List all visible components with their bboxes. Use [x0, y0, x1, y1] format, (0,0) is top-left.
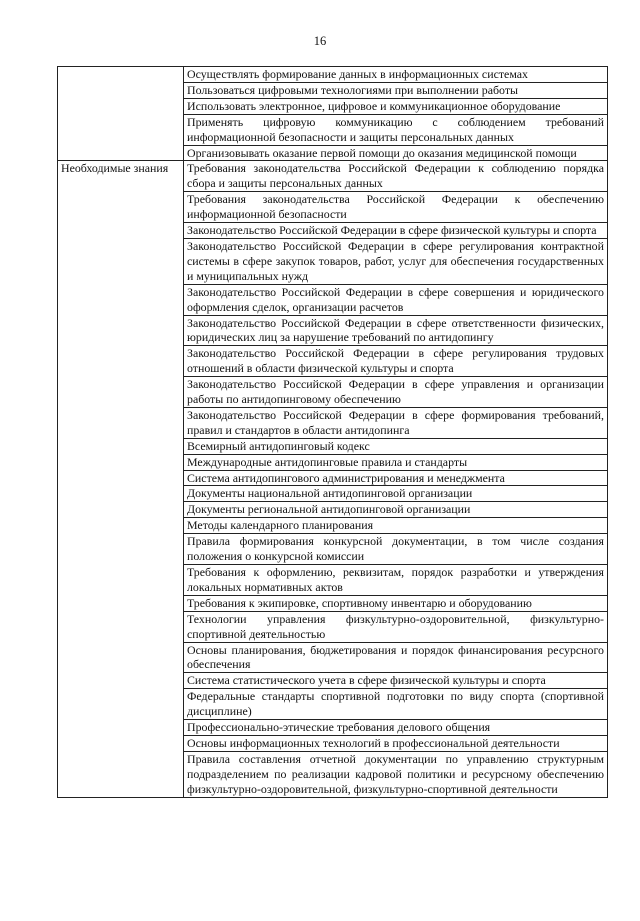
requirement-item: Законодательство Российской Федерации в сфере регулирования трудовых отношений в области физической культуры и спорта — [184, 346, 608, 377]
requirement-item: Законодательство Российской Федерации в сфере формирования требований, правил и стандартов в области антидопинга — [184, 407, 608, 438]
requirement-item: Международные антидопинговые правила и стандарты — [184, 454, 608, 470]
requirement-item: Правила составления отчетной документации по управлению структурным подразделением по реализации кадровой политики и ресурсному обеспечению физкультурно-оздоровительной, физкультурно-спортивной деятельности — [184, 751, 608, 797]
qualification-table-body — [58, 67, 608, 798]
requirement-item: Система статистического учета в сфере физической культуры и спорта — [184, 673, 608, 689]
requirement-item: Методы календарного планирования — [184, 518, 608, 534]
table-row — [58, 67, 608, 83]
requirement-item: Законодательство Российской Федерации в сфере физической культуры и спорта — [184, 223, 608, 239]
requirement-item: Организовывать оказание первой помощи до оказания медицинской помощи — [184, 145, 608, 161]
section-label-cell — [58, 67, 184, 161]
requirement-item: Профессионально-этические требования делового общения — [184, 720, 608, 736]
requirement-item: Требования к оформлению, реквизитам, порядок разработки и утверждения локальных нормативных актов — [184, 565, 608, 596]
requirement-item: Система антидопингового администрирования и менеджмента — [184, 470, 608, 486]
requirement-item: Документы региональной антидопинговой организации — [184, 502, 608, 518]
requirement-item: Пользоваться цифровыми технологиями при выполнении работы — [184, 82, 608, 98]
requirement-item: Требования законодательства Российской Федерации к обеспечению информационной безопасности — [184, 192, 608, 223]
table-row — [58, 161, 608, 192]
requirement-item: Применять цифровую коммуникацию с соблюдением требований информационной безопасности и защиты персональных данных — [184, 114, 608, 145]
requirement-item: Основы информационных технологий в профессиональной деятельности — [184, 735, 608, 751]
section-label-cell — [58, 161, 184, 797]
requirement-item: Технологии управления физкультурно-оздоровительной, физкультурно-спортивной деятельностью — [184, 611, 608, 642]
requirement-item: Законодательство Российской Федерации в сфере регулирования контрактной системы в сфере закупок товаров, работ, услуг для обеспечения государственных и муниципальных нужд — [184, 238, 608, 284]
requirement-item: Федеральные стандарты спортивной подготовки по виду спорта (спортивной дисциплине) — [184, 689, 608, 720]
requirement-item: Всемирный антидопинговый кодекс — [184, 438, 608, 454]
requirement-item: Документы национальной антидопинговой организации — [184, 486, 608, 502]
section-label: Необходимые знания — [61, 161, 169, 176]
qualification-table — [57, 66, 608, 798]
requirement-item: Осуществлять формирование данных в информационных системах — [184, 67, 608, 83]
requirement-item: Требования к экипировке, спортивному инвентарю и оборудованию — [184, 595, 608, 611]
requirement-item: Требования законодательства Российской Федерации к соблюдению порядка сбора и защиты персональных данных — [184, 161, 608, 192]
requirement-item: Правила формирования конкурсной документации, в том числе создания положения о конкурсной комиссии — [184, 534, 608, 565]
page-number: 16 — [313, 34, 327, 48]
requirement-item: Законодательство Российской Федерации в сфере управления и организации работы по антидопинговому обеспечению — [184, 377, 608, 408]
requirement-item: Основы планирования, бюджетирования и порядок финансирования ресурсного обеспечения — [184, 642, 608, 673]
requirement-item: Законодательство Российской Федерации в сфере совершения и юридического оформления сделок, организации расчетов — [184, 284, 608, 315]
requirement-item: Использовать электронное, цифровое и коммуникационное оборудование — [184, 98, 608, 114]
requirement-item: Законодательство Российской Федерации в сфере ответственности физических, юридических лиц за нарушение требований по антидопингу — [184, 315, 608, 346]
